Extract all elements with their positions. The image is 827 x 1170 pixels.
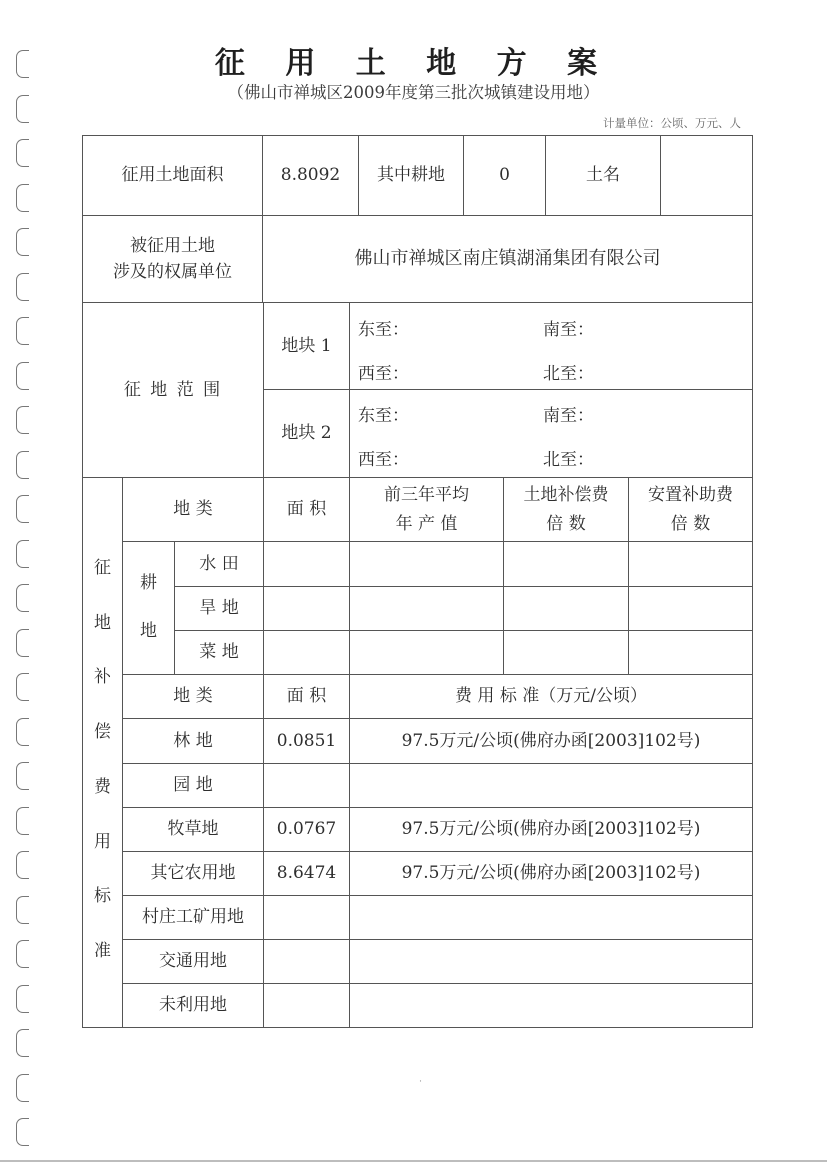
compensation-side-label	[83, 560, 122, 960]
row-standard	[350, 940, 752, 983]
scan-speck: ˙	[418, 1080, 423, 1091]
row-land-type: 交通用地	[159, 951, 227, 972]
row-area	[264, 940, 349, 983]
row-area	[264, 764, 349, 807]
soil-label: 土名	[586, 165, 620, 186]
page-subtitle: （佛山市禅城区2009年度第三批次城镇建设用地）	[227, 83, 600, 102]
row-area: 0.0851	[276, 730, 337, 751]
farmland-label: 其中耕地	[377, 165, 445, 186]
row-area: 8.6474	[276, 863, 337, 884]
row-land-type: 牧草地	[167, 819, 219, 840]
side-char: 费	[94, 776, 111, 797]
farmland-value: 0	[499, 165, 510, 186]
farmland-type: 旱 地	[199, 598, 239, 619]
plot-2-west: 西至：	[358, 449, 409, 470]
plot-1-north: 北至：	[543, 363, 594, 384]
side-char: 地	[94, 612, 111, 633]
soil-value	[661, 136, 752, 215]
side-char: 补	[94, 667, 111, 688]
side-char: 标	[94, 886, 111, 907]
row-standard	[350, 764, 752, 807]
farmland-group-label	[123, 560, 174, 655]
page-title: 征 用 土 地 方 案	[214, 46, 613, 81]
farmland-type: 菜 地	[199, 642, 239, 663]
header2-standard: 费 用 标 准（万元/公顷）	[455, 686, 647, 707]
row-land-type: 未利用地	[159, 995, 227, 1016]
plot-2-name: 地块 2	[281, 423, 332, 444]
row-area: 0.0767	[276, 819, 337, 840]
header2-area: 面 积	[286, 686, 327, 707]
page-bottom-edge	[0, 1160, 827, 1162]
header1-avg-output: 前三年平均 年 产 值	[384, 484, 469, 534]
side-char: 用	[94, 831, 111, 852]
header1-resettle: 安置补助费 倍 数	[648, 484, 733, 534]
measurement-units: 计量单位：公顷、万元、人	[603, 116, 741, 130]
row-land-type: 其它农用地	[150, 863, 236, 884]
plot-2-south: 南至：	[543, 405, 594, 426]
farmland-char: 地	[140, 620, 157, 641]
plot-1-name: 地块 1	[281, 335, 332, 356]
plot-1-south: 南至：	[543, 319, 594, 340]
header1-land-comp: 土地补偿费 倍 数	[523, 484, 609, 534]
row-standard	[350, 984, 752, 1027]
plot-2-north: 北至：	[543, 449, 594, 470]
farmland-type: 水 田	[199, 553, 239, 574]
area-label: 征用土地面积	[121, 165, 224, 186]
header1-land-type: 地 类	[173, 499, 213, 520]
plot-2-east: 东至：	[358, 405, 409, 426]
header1-area: 面 积	[286, 499, 327, 520]
owner-value: 佛山市禅城区南庄镇湖涌集团有限公司	[354, 248, 661, 270]
row-area	[264, 984, 349, 1027]
row-standard: 97.5万元/公顷(佛府办函[2003]102号)	[401, 863, 701, 884]
plot-1-east: 东至：	[358, 319, 409, 340]
row-area	[264, 896, 349, 939]
scope-label: 征 地 范 围	[123, 379, 223, 400]
header2-land-type: 地 类	[173, 686, 213, 707]
row-standard	[350, 896, 752, 939]
row-land-type: 林 地	[173, 730, 213, 751]
plot-1-west: 西至：	[358, 363, 409, 384]
side-char: 准	[94, 940, 111, 961]
row-standard: 97.5万元/公顷(佛府办函[2003]102号)	[401, 819, 701, 840]
row-land-type: 村庄工矿用地	[142, 907, 244, 928]
farmland-char: 耕	[140, 573, 157, 594]
row-standard: 97.5万元/公顷(佛府办函[2003]102号)	[401, 730, 701, 751]
side-char: 偿	[94, 722, 111, 743]
row-land-type: 园 地	[173, 775, 213, 796]
owner-label: 被征用土地 涉及的权属单位	[113, 235, 232, 282]
area-value: 8.8092	[280, 165, 341, 186]
side-char: 征	[94, 558, 111, 578]
